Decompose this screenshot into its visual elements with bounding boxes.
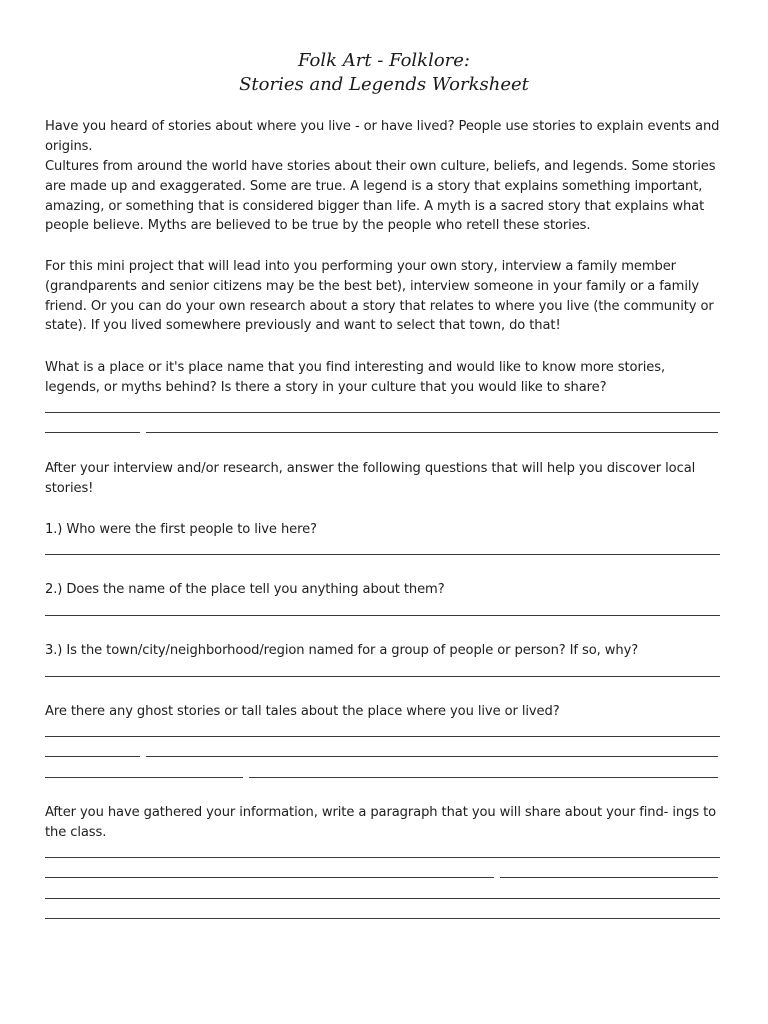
title-line-1: Folk Art - Folklore: <box>297 50 470 71</box>
answer-line[interactable] <box>45 432 140 433</box>
answer-line[interactable] <box>45 877 494 878</box>
question-3: 3.) Is the town/city/neighborhood/region named for a group of people or person? If so, why? <box>45 643 639 658</box>
answer-line[interactable] <box>45 736 720 737</box>
project-paragraph: For this mini project that will lead into you performing your own story, interview a family member (grandparents and senior citizens may be the best bet), interview someone in your family or a family friend. Or you can do your own research about a story that relates to where you live (the community or state). If you lived somewhere previously and want to select that town, do that! <box>45 259 714 334</box>
after-interview-paragraph: After your interview and/or research, answer the following questions that will help you discover local stories! <box>45 461 696 496</box>
answer-line[interactable] <box>146 756 718 757</box>
intro-paragraph-2: Cultures from around the world have stories about their own culture, beliefs, and legends. Some stories are made up and exaggerated. Some are true. A legend is a story that explains something important, amazing, or something that is considered bigger than life. A myth is a sacred story that explains what people believe. Myths are believed to be true by the people who retell these stories. <box>45 159 716 234</box>
paragraph-prompt: After you have gathered your information, write a paragraph that you will share about your find- ings to the class. <box>45 805 717 840</box>
answer-line[interactable] <box>146 432 718 433</box>
intro-paragraph-1: Have you heard of stories about where you live - or have lived? People use stories to explain events and origins. <box>45 119 720 154</box>
answer-line[interactable] <box>249 777 718 778</box>
answer-line[interactable] <box>45 615 720 616</box>
question-2: 2.) Does the name of the place tell you anything about them? <box>45 582 445 597</box>
title-line-2: Stories and Legends Worksheet <box>239 74 529 95</box>
answer-line[interactable] <box>45 777 243 778</box>
answer-line[interactable] <box>45 898 720 899</box>
answer-line[interactable] <box>45 554 720 555</box>
answer-line[interactable] <box>45 412 720 413</box>
answer-line[interactable] <box>45 756 140 757</box>
question-1: 1.) Who were the first people to live here? <box>45 522 317 537</box>
answer-line[interactable] <box>45 676 720 677</box>
place-prompt: What is a place or it's place name that you find interesting and would like to know more stories, legends, or myths behind? Is there a story in your culture that you would like to share? <box>45 360 666 395</box>
answer-line[interactable] <box>45 857 720 858</box>
answer-line[interactable] <box>500 877 718 878</box>
answer-line[interactable] <box>45 918 720 919</box>
ghost-stories-question: Are there any ghost stories or tall tales about the place where you live or lived? <box>45 704 560 719</box>
